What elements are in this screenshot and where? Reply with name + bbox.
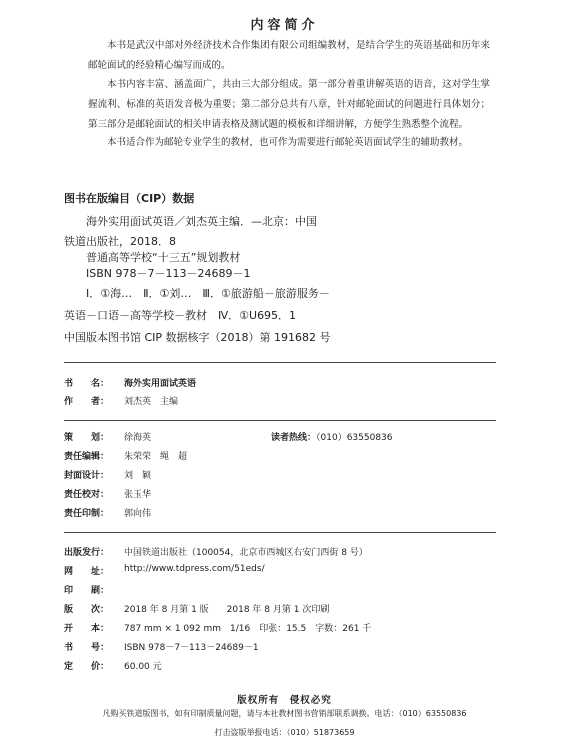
price-label: 定 价： xyxy=(64,662,110,672)
editor-value: 朱荣荣 绳 超 xyxy=(124,452,188,462)
proofreader-value: 张玉华 xyxy=(124,490,152,500)
publisher-label: 出版发行： xyxy=(64,548,110,558)
cip-line-5: Ⅰ．①海… Ⅱ．①刘… Ⅲ．①旅游船－旅游服务－ xyxy=(86,287,330,300)
publisher-value: 中国铁道出版社（100054，北京市西城区右安门西街 8 号） xyxy=(124,548,368,558)
planner-value: 徐海英 xyxy=(124,433,152,443)
author-row xyxy=(64,394,178,407)
cover-designer-label: 封面设计： xyxy=(64,471,110,481)
cip-line-6: 英语－口语－高等学校－教材 Ⅳ．①U695．1 xyxy=(64,309,297,322)
summary-title: 内容简介 xyxy=(250,18,319,33)
format-row xyxy=(64,621,371,634)
cip-line-4: ISBN 978－7－113－24689－1 xyxy=(86,267,251,280)
website-label: 网 址： xyxy=(64,567,110,577)
summary-paragraph-3: 本书适合作为邮轮专业学生的教材，也可作为需要进行邮轮英语面试学生的辅助教材。 xyxy=(107,137,469,148)
isbn-row xyxy=(64,640,259,653)
reader-hotline xyxy=(271,430,393,443)
cip-line-3: 普通高等学校“十三五”规划教材 xyxy=(86,251,241,264)
website-value: http://www.tdpress.com/51eds/ xyxy=(124,564,265,574)
planner-row xyxy=(64,430,151,443)
book-title-label: 书 名： xyxy=(64,379,110,389)
summary-paragraph-2: 本书内容丰富、涵盖面广，共由三大部分组成。第一部分着重讲解英语的语音，这对学生掌握流利、标准的英语发音极为重要；第二部分总共有八章，针对邮轮面试的问题进行具体划分；第三部分是邮轮面试的相关申请表格及测试题的模板和详细讲解，方便学生熟悉整个流程。 xyxy=(88,79,490,130)
piracy-hotline: 打击盗版举报电话：（010）51873659 xyxy=(214,728,355,737)
rights-title: 版权所有 侵权必究 xyxy=(237,695,332,706)
isbn-value: ISBN 978－7－113－24689－1 xyxy=(124,643,259,653)
planner-label: 策 划： xyxy=(64,433,110,443)
printer-label: 印 刷： xyxy=(64,586,110,596)
print-supervisor-value: 郭向伟 xyxy=(124,509,152,519)
book-title-row xyxy=(64,376,196,389)
cip-line-2: 铁道出版社，2018．8 xyxy=(64,235,176,248)
edition-label: 版 次： xyxy=(64,605,110,615)
editor-label: 责任编辑： xyxy=(64,452,110,462)
book-title-value: 海外实用面试英语 xyxy=(124,379,197,389)
format-value: 787 mm × 1 092 mm 1/16 印张：15.5 字数：261 千 xyxy=(124,624,372,634)
cip-heading: 图书在版编目（CIP）数据 xyxy=(64,192,195,205)
divider xyxy=(64,420,496,421)
cip-line-1: 海外实用面试英语／刘杰英主编．—北京：中国 xyxy=(86,215,317,228)
website-row xyxy=(64,564,265,577)
edition-value: 2018 年 8 月第 1 版 2018 年 8 月第 1 次印刷 xyxy=(124,605,330,615)
edition-row xyxy=(64,602,329,615)
proofreader-row xyxy=(64,487,151,500)
format-label: 开 本： xyxy=(64,624,110,634)
publisher-row xyxy=(64,545,368,558)
price-row xyxy=(64,659,162,672)
cover-designer-row xyxy=(64,468,151,481)
isbn-label: 书 号： xyxy=(64,643,110,653)
reader-hotline-label: 读者热线： xyxy=(271,433,317,443)
price-value: 60.00 元 xyxy=(124,662,162,672)
divider xyxy=(64,362,496,363)
divider xyxy=(64,532,496,533)
proofreader-label: 责任校对： xyxy=(64,490,110,500)
cover-designer-value: 刘 颖 xyxy=(124,471,152,481)
editor-row xyxy=(64,449,187,462)
summary-paragraph-1: 本书是武汉中部对外经济技术合作集团有限公司组编教材，是结合学生的英语基础和历年来邮轮面试的经验精心编写而成的。 xyxy=(88,40,490,71)
printer-row xyxy=(64,583,124,596)
reader-hotline-value: （010）63550836 xyxy=(316,433,393,443)
print-supervisor-label: 责任印制： xyxy=(64,509,110,519)
author-value: 刘杰英 主编 xyxy=(124,397,179,407)
print-supervisor-row xyxy=(64,506,151,519)
rights-note: 凡购买铁道版图书，如有印制质量问题，请与本社教材图书营销部联系调换。电话：（010）63550836 xyxy=(102,709,467,718)
cip-line-7: 中国版本图书馆 CIP 数据核字（2018）第 191682 号 xyxy=(64,331,331,344)
author-label: 作 者： xyxy=(64,397,110,407)
